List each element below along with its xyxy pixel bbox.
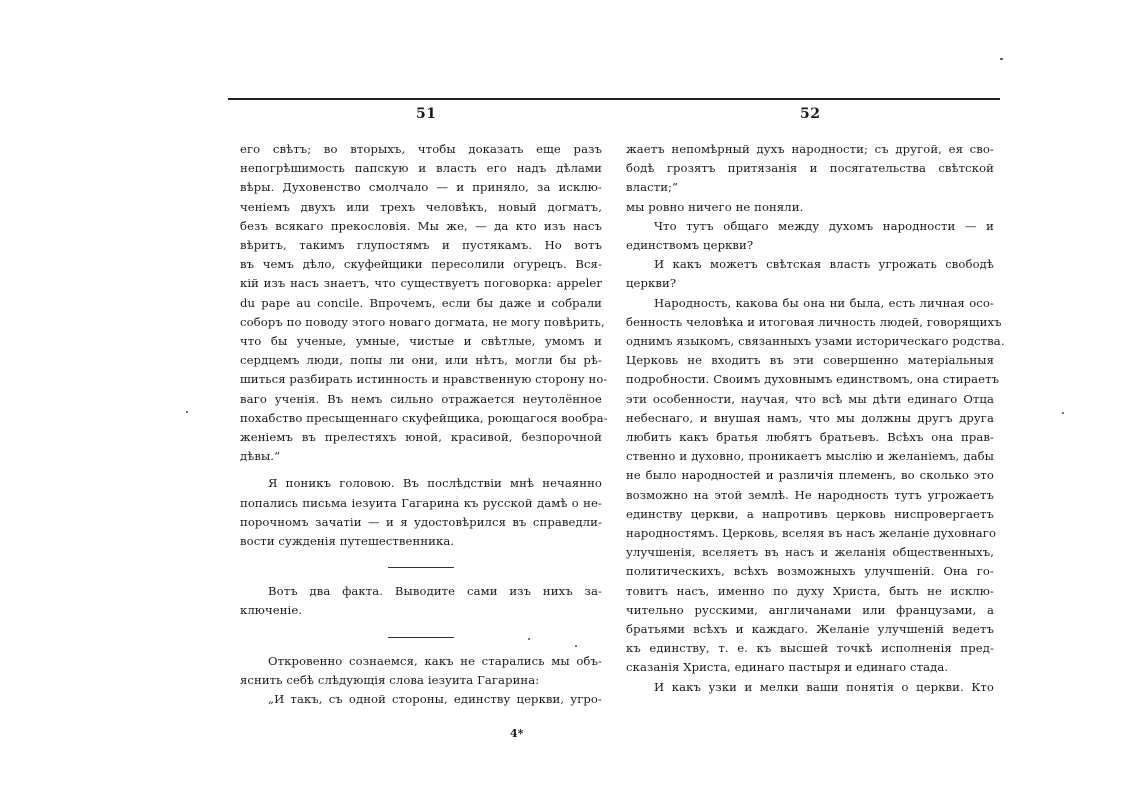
text-line: возможно на этой землѣ. Не народность тутъ угрожаетъ xyxy=(626,487,994,502)
text-line: его свѣтъ; во вторыхъ, чтобы доказать еще разъ xyxy=(240,142,602,156)
text-line: сердцемъ люди, попы ли они, или нѣтъ, могли бы рѣ- xyxy=(240,353,602,368)
text-line: яснить себѣ слѣдующія слова іезуита Гагарина: xyxy=(240,672,540,687)
right-page-text xyxy=(626,140,1005,697)
paragraph xyxy=(240,474,602,551)
text-line: шиться разбирать истинность и нравственную сторону но- xyxy=(240,372,608,387)
scan-speck xyxy=(1000,58,1003,60)
printer-signature: 4* xyxy=(510,727,524,740)
text-line: мы ровно ничего не поняли. xyxy=(626,199,804,214)
paragraph xyxy=(626,140,994,198)
text-line: власти;“ xyxy=(626,180,679,195)
text-line: вости сужденія путешественника. xyxy=(240,534,455,549)
text-line: ваго ученія. Въ немъ сильно отражается неутолённое xyxy=(240,391,602,406)
text-line: дѣвы.“ xyxy=(240,449,281,464)
text-line: похабство пресыщеннаго скуфейщика, роющагося вообра- xyxy=(240,410,608,425)
header-rule xyxy=(228,98,1000,100)
text-line: Церковь не входитъ въ эти совершенно матеріальныя xyxy=(626,353,994,368)
text-line: чительно русскими, англичанами или французами, а xyxy=(626,602,994,617)
text-line: Что тутъ общаго между духомъ народности — и xyxy=(654,218,994,233)
text-line: что бы ученые, умные, чистые и свѣтлые, умомъ и xyxy=(240,334,602,349)
scan-speck xyxy=(1062,412,1064,414)
text-line: ченіемъ двухъ или трехъ человѣкъ, новый догматъ, xyxy=(240,199,602,214)
text-line: въ чемъ дѣло, скуфейщики пересолили огурецъ. Вся- xyxy=(240,257,602,272)
text-line: попались письма іезуита Гагарина къ русской дамѣ о не- xyxy=(240,495,602,510)
paragraph xyxy=(626,678,994,697)
paragraph xyxy=(626,294,1005,678)
text-line: вѣритъ, такимъ глупостямъ и пустякамъ. Но вотъ xyxy=(240,238,602,253)
text-line: du pape au concile. Впрочемъ, если бы даже и собрали xyxy=(240,295,602,310)
text-line: безъ всякаго прекословія. Мы же, — да кто изъ насъ xyxy=(240,218,602,233)
scan-speck xyxy=(575,645,577,647)
text-line: Вотъ два факта. Выводите сами изъ нихъ за- xyxy=(268,584,602,599)
text-line: небеснаго, и внушая намъ, что мы должны другъ друга xyxy=(626,410,994,425)
text-line: къ единству, т. е. къ высшей точкѣ исполненія пред- xyxy=(626,641,994,656)
text-line: Народность, какова бы она ни была, есть личная осо- xyxy=(654,295,994,310)
text-line: вѣры. Духовенство смолчало — и приняло, за исклю- xyxy=(240,180,602,195)
text-line: „И такъ, съ одной стороны, единству церкви, угро- xyxy=(268,692,602,707)
text-line: ключеніе. xyxy=(240,603,303,618)
text-line: единству церкви, а напротивъ церковь ниспровергаетъ xyxy=(626,506,994,521)
text-line: непогрѣшимость папскую и власть его надъ дѣлами xyxy=(240,161,602,176)
text-line: подробности. Своимъ духовнымъ единствомъ, она стираетъ xyxy=(626,372,1000,387)
paragraph xyxy=(626,198,994,217)
paragraph xyxy=(240,140,608,466)
text-line: народностямъ. Церковь, вселяя въ насъ желаніе духовнаго xyxy=(626,526,997,541)
section-divider xyxy=(388,567,454,568)
text-line: единствомъ церкви? xyxy=(626,238,754,253)
page-number-right: 52 xyxy=(800,106,821,122)
text-line: товитъ насъ, именно по духу Христа, быть не исклю- xyxy=(626,583,994,598)
text-line: Откровенно сознаемся, какъ не старались мы объ- xyxy=(268,653,602,668)
text-line: И какъ можетъ свѣтская власть угрожать свободѣ xyxy=(654,257,994,272)
text-line: порочномъ зачатіи — и я удостовѣрился въ справедли- xyxy=(240,514,602,529)
text-line: любить какъ братья любятъ братьевъ. Всѣхъ она прав- xyxy=(626,430,994,445)
section-divider xyxy=(388,637,454,638)
text-line: братьями всѣхъ и каждаго. Желаніе улучшеній ведетъ xyxy=(626,622,994,637)
scan-speck xyxy=(186,411,188,413)
text-line: бенность человѣка и итоговая личность людей, говорящихъ xyxy=(626,314,1002,329)
text-line: политическихъ, всѣхъ возможныхъ улучшеній. Она го- xyxy=(626,564,994,579)
text-line: женіемъ въ прелестяхъ юной, красивой, безпорочной xyxy=(240,430,602,445)
text-line: улучшенія, вселяетъ въ насъ и желанія общественныхъ, xyxy=(626,545,994,560)
text-line: церкви? xyxy=(626,276,677,291)
text-line: жаетъ непомѣрный духъ народности; съ другой, ея сво- xyxy=(626,142,994,156)
text-line: эти особенности, научая, что всѣ мы дѣти единаго Отца xyxy=(626,391,994,406)
text-line: Я поникъ головою. Въ послѣдствіи мнѣ нечаянно xyxy=(268,476,602,491)
paragraph xyxy=(240,582,602,620)
text-line: соборъ по поводу этого новаго догмата, не могу повѣрить, xyxy=(240,314,605,329)
paragraph xyxy=(626,255,994,293)
page-number-left: 51 xyxy=(416,106,437,122)
text-line: сказанія Христа, единаго пастыря и единаго стада. xyxy=(626,660,949,675)
left-page-text xyxy=(240,140,608,709)
text-line: кій изъ насъ знаетъ, что существуетъ поговорка: appeler xyxy=(240,276,602,291)
scan-speck xyxy=(528,638,530,640)
text-line: ственно и духовно, проникаетъ мыслію и желаніемъ, дабы xyxy=(626,449,994,464)
paragraph xyxy=(240,652,602,710)
text-line: И какъ узки и мелки ваши понятія о церкви. Кто xyxy=(654,679,994,694)
text-line: однимъ языкомъ, связанныхъ узами историческаго родства. xyxy=(626,334,1005,349)
paragraph xyxy=(626,217,994,255)
text-line: не было народностей и различія племенъ, во сколько это xyxy=(626,468,994,483)
text-line: бодѣ грозятъ притязанія и посягательства свѣтской xyxy=(626,161,994,176)
